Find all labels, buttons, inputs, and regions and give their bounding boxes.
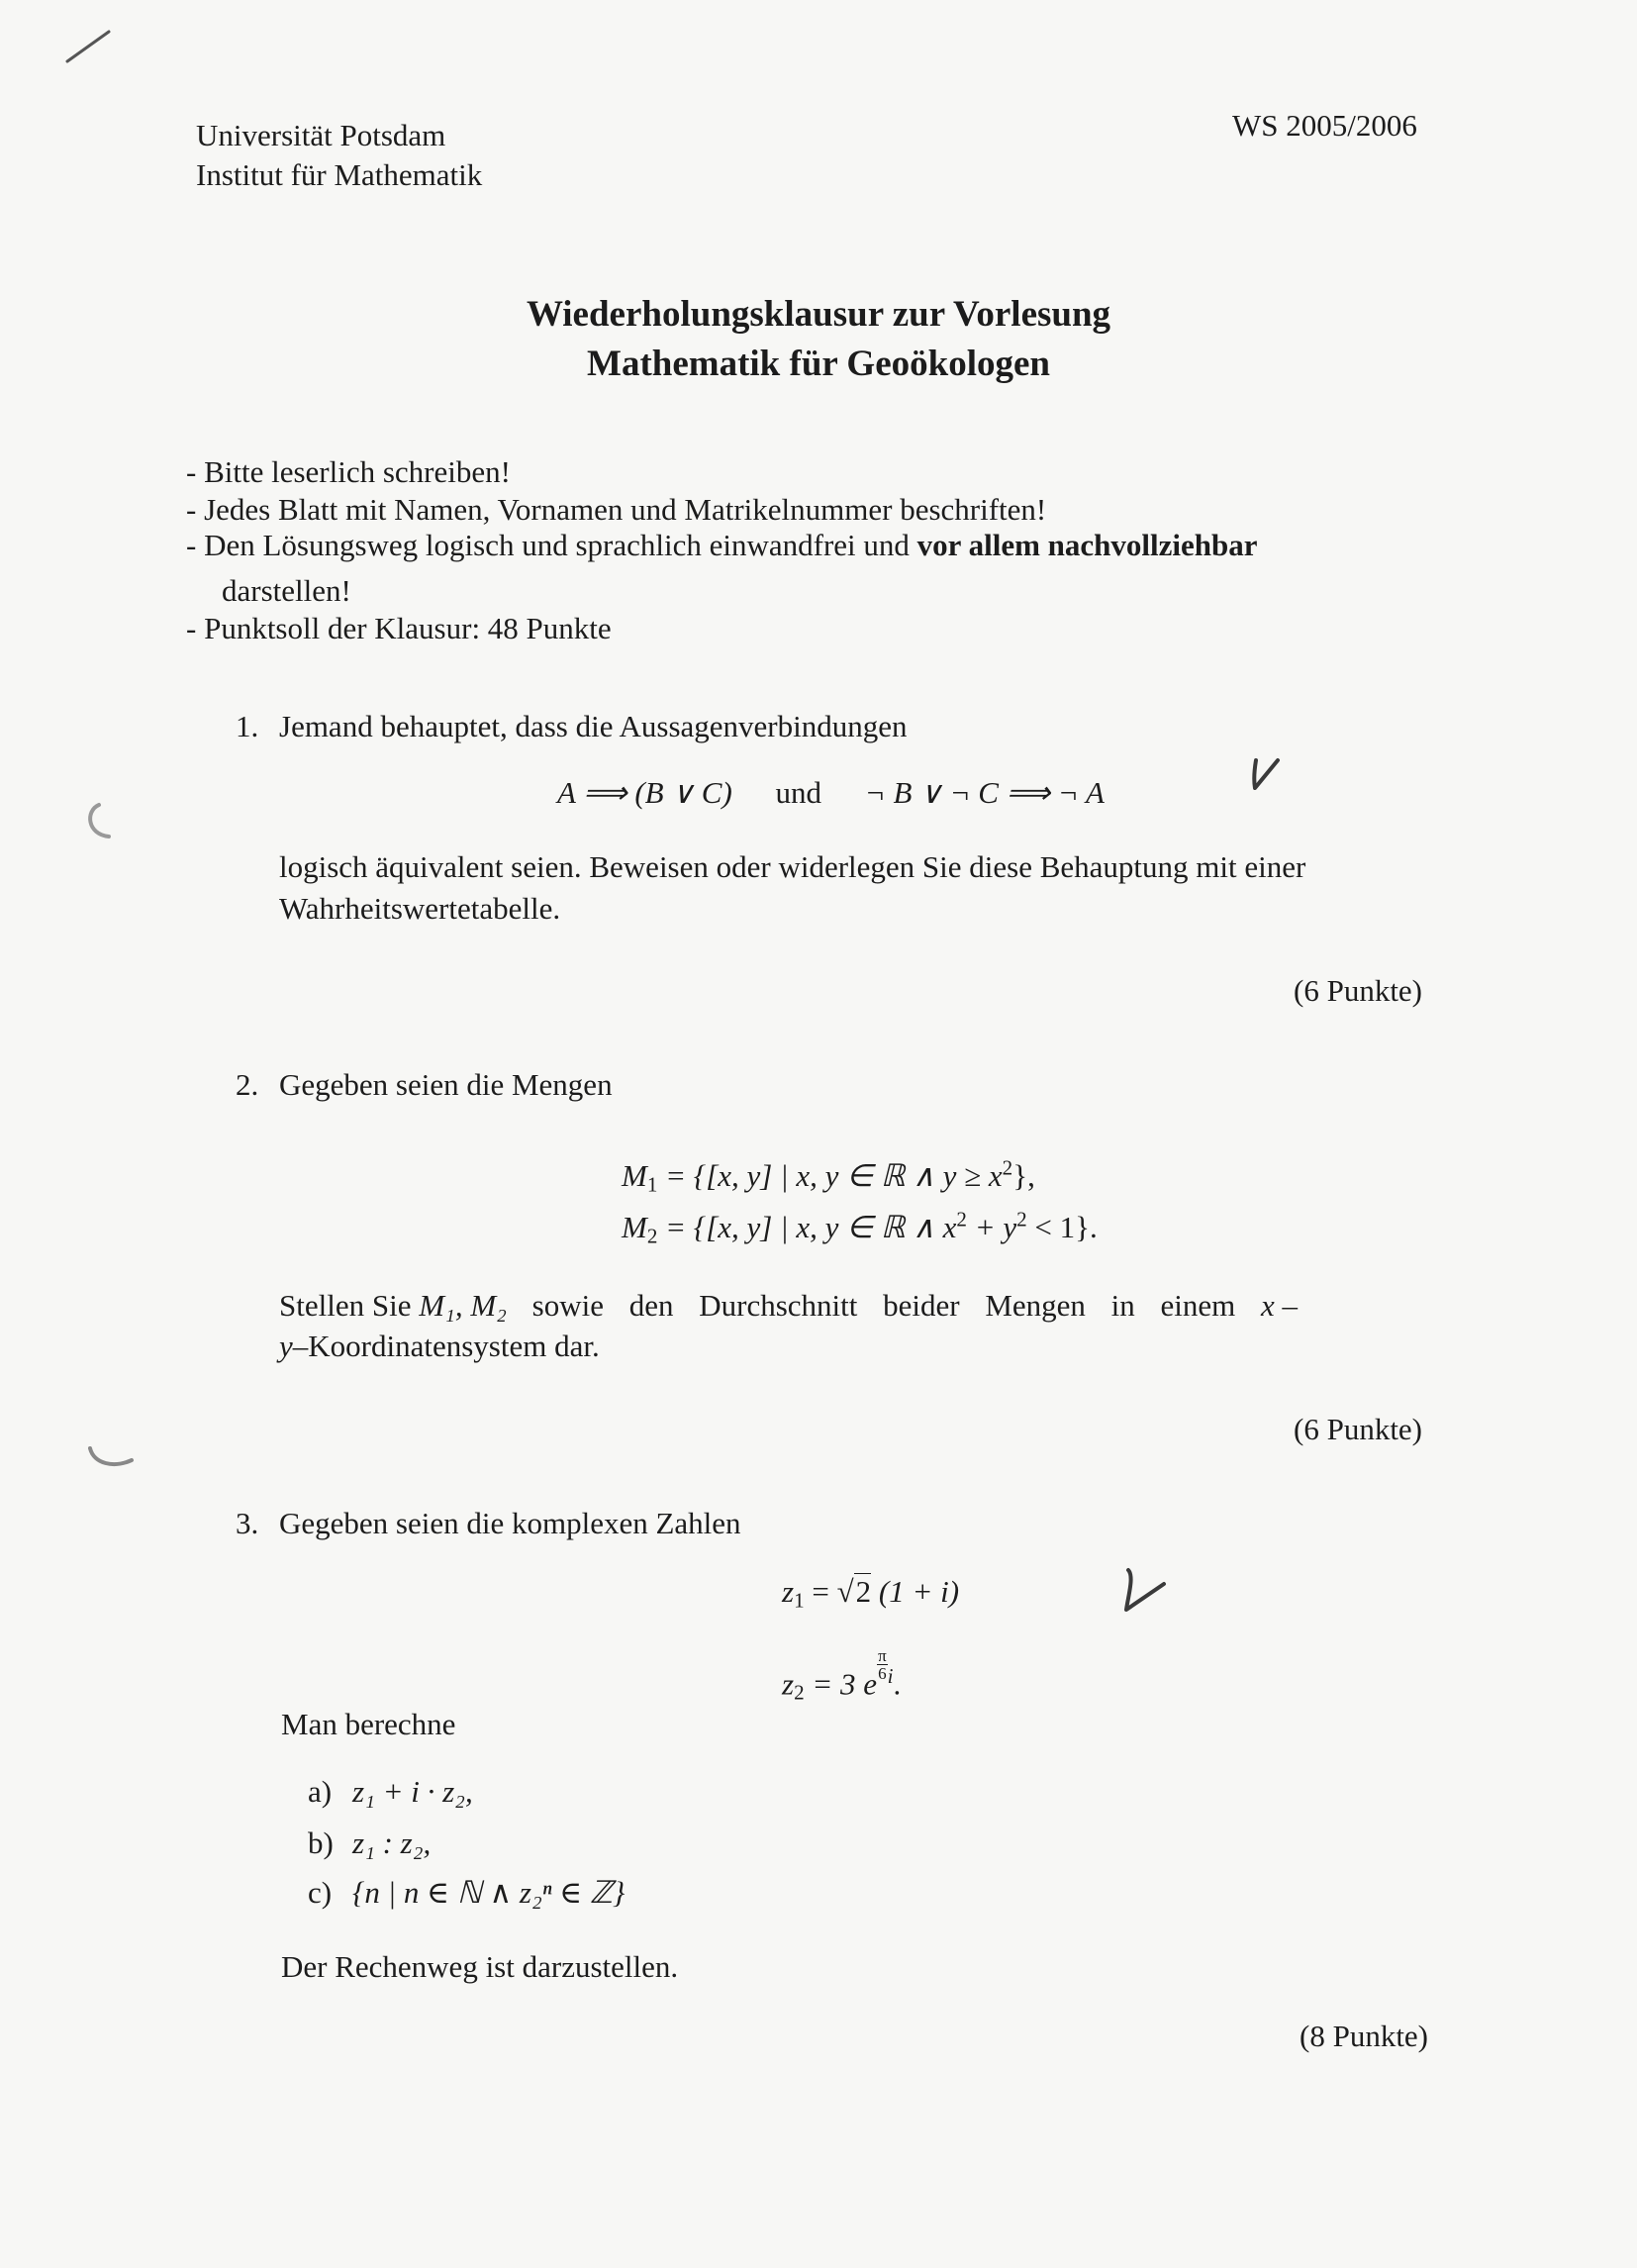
instruction-item: - Jedes Blatt mit Namen, Vornamen und Matrikelnummer beschriften!	[186, 492, 1047, 527]
fraction-denominator: 6	[878, 1664, 887, 1684]
set-m2-definition	[622, 1207, 1098, 1248]
expression: (1 + i)	[871, 1574, 960, 1609]
task1-formula	[557, 775, 1105, 811]
sqrt-symbol: √	[836, 1574, 854, 1609]
formula-connector: und	[775, 775, 822, 810]
subtask-label: c)	[308, 1875, 333, 1910]
instruction-text: - Den Lösungsweg logisch und sprachlich einwandfrei und	[186, 528, 917, 562]
fraction-numerator: π	[878, 1646, 887, 1665]
math-inline: x	[1261, 1288, 1275, 1323]
instruction-emphasis: vor allem nachvollziehbar	[916, 528, 1258, 562]
subtask-label: a)	[308, 1774, 333, 1809]
variable: z	[782, 1666, 795, 1702]
hole-punch-bottom-mark	[84, 1440, 144, 1480]
set-expression-end: < 1}.	[1026, 1210, 1098, 1244]
exponent-fraction	[877, 1647, 888, 1682]
superscript: 2	[956, 1207, 967, 1232]
university-name: Universität Potsdam	[196, 118, 446, 152]
corner-slash-mark	[59, 28, 119, 67]
instruction-item: - Punktsoll der Klausur: 48 Punkte	[186, 611, 612, 645]
instruction-item-continuation: darstellen!	[222, 573, 351, 608]
task-points: (8 Punkte)	[1300, 2019, 1429, 2053]
exponent-imaginary: i	[887, 1663, 894, 1688]
subscript: 2	[646, 1224, 658, 1248]
set-expression: = {[x, y] | x, y ∈ ℝ ∧ x	[657, 1210, 957, 1244]
subscript: 1	[794, 1588, 805, 1613]
period: .	[893, 1666, 902, 1702]
task-number: 1.	[236, 709, 259, 743]
set-expression-end: },	[1012, 1158, 1035, 1193]
task-text: logisch äquivalent seien. Beweisen oder widerlegen Sie diese Behauptung mit einer	[279, 849, 1306, 884]
radicand: 2	[855, 1574, 872, 1609]
z1-definition	[782, 1574, 959, 1613]
task-text	[279, 1287, 1447, 1324]
set-expression: + y	[966, 1210, 1017, 1244]
task-intro: Jemand behauptet, dass die Aussagenverbindungen	[279, 709, 908, 743]
z2-definition	[782, 1647, 901, 1706]
compute-label: Man berechne	[281, 1707, 456, 1741]
variable: z	[782, 1574, 795, 1609]
superscript: 2	[1016, 1207, 1027, 1232]
subscript: 1	[646, 1172, 658, 1197]
text: –	[1274, 1288, 1299, 1323]
task-closing: Der Rechenweg ist darzustellen.	[281, 1949, 679, 1984]
task-text	[279, 1328, 600, 1364]
math-inline: M₁, M₂	[419, 1288, 507, 1323]
text: Stellen Sie	[279, 1288, 420, 1323]
math-inline: y	[279, 1329, 293, 1363]
text: –Koordinatensystem dar.	[292, 1329, 600, 1363]
instruction-item: - Bitte leserlich schreiben!	[186, 454, 511, 489]
set-name: M	[622, 1210, 647, 1244]
task-number: 3.	[236, 1506, 259, 1540]
equals: =	[804, 1574, 837, 1609]
subscript: 2	[794, 1680, 805, 1705]
expression: = 3 e	[804, 1666, 878, 1702]
exam-title-line2: Mathematik für Geoökologen	[587, 344, 1050, 384]
institute-name: Institut für Mathematik	[196, 157, 483, 192]
formula-left: A ⟹ (B ∨ C)	[557, 775, 732, 810]
superscript: 2	[1002, 1155, 1013, 1180]
formula-right: ¬ B ∨ ¬ C ⟹ ¬ A	[864, 775, 1105, 810]
text: sowie den Durchschnitt beider Mengen in einem	[506, 1288, 1262, 1323]
subtask-expression: {n | n ∈ ℕ ∧ z₂ⁿ ∈ ℤ}	[352, 1875, 626, 1910]
set-expression: = {[x, y] | x, y ∈ ℝ ∧ y ≥ x	[657, 1158, 1003, 1193]
instruction-item	[186, 527, 1258, 563]
task-text: Wahrheitswertetabelle.	[279, 891, 561, 926]
subtask-label: b)	[308, 1825, 334, 1860]
subtask-expression: z₁ : z₂,	[352, 1825, 432, 1860]
subtask-expression: z₁ + i · z₂,	[352, 1774, 473, 1809]
set-m1-definition	[622, 1155, 1035, 1197]
check-mark-task1	[1242, 754, 1292, 799]
task-intro: Gegeben seien die Mengen	[279, 1067, 613, 1102]
check-mark-task3	[1118, 1566, 1178, 1621]
task-number: 2.	[236, 1067, 259, 1102]
task-points: (6 Punkte)	[1294, 973, 1423, 1008]
task-intro: Gegeben seien die komplexen Zahlen	[279, 1506, 741, 1540]
set-name: M	[622, 1158, 647, 1193]
hole-punch-top-mark	[79, 797, 129, 846]
task-points: (6 Punkte)	[1294, 1412, 1423, 1446]
semester: WS 2005/2006	[1232, 108, 1417, 143]
exam-title-line1: Wiederholungsklausur zur Vorlesung	[526, 294, 1111, 335]
